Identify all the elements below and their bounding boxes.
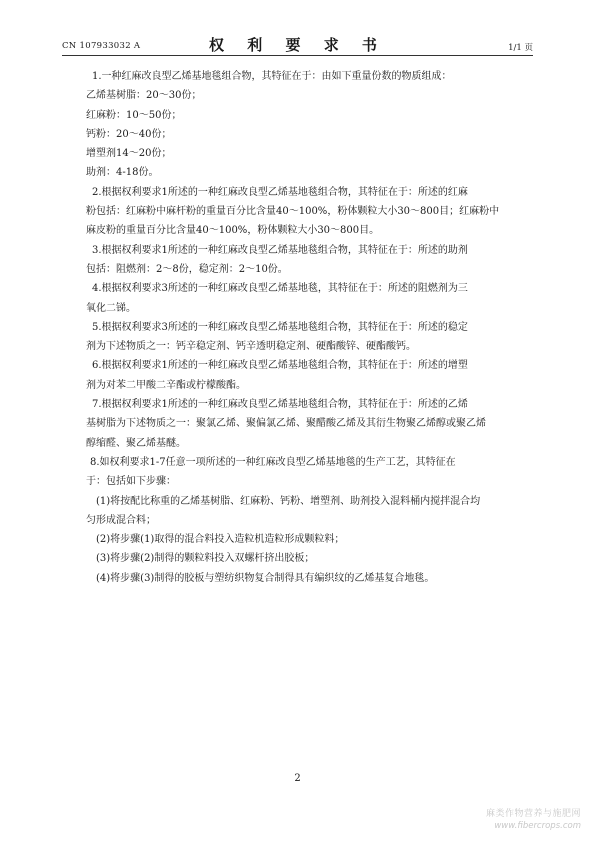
claim-8-step-1-line-1: (1)将按配比称重的乙烯基树脂、红麻粉、钙粉、增塑剂、助剂投入混料桶内搅拌混合均 — [96, 495, 481, 507]
claim-4-line-1: 4.根据权利要求3所述的一种红麻改良型乙烯基地毯，其特征在于：所述的阻燃剂为三 — [92, 283, 468, 295]
claim-1-line-1: 1.一种红麻改良型乙烯基地毯组合物，其特征在于：由如下重量份数的物质组成： — [92, 71, 452, 82]
claim-8-step-1-line-2: 匀形成混合料； — [86, 514, 156, 526]
claim-6-line-2: 剂为对苯二甲酸二辛酯或柠檬酸酯。 — [86, 379, 246, 391]
claim-7-line-3: 醇缩醛、聚乙烯基醚。 — [86, 437, 186, 449]
claim-8-line-1: 8.如权利要求1-7任意一项所述的一种红麻改良型乙烯基地毯的生产工艺，其特征在 — [90, 456, 456, 468]
claim-2-line-1: 2.根据权利要求1所述的一种红麻改良型乙烯基地毯组合物，其特征在于：所述的红麻 — [92, 186, 468, 198]
watermark-site-name: 麻类作物营养与施肥网 — [485, 809, 581, 819]
claim-8-step-4: (4)将步骤(3)制得的胶板与塑纺织物复合制得具有编织纹的乙烯基复合地毯。 — [96, 572, 435, 584]
claim-7-line-2: 基树脂为下述物质之一：聚氯乙烯、聚偏氯乙烯、聚醋酸乙烯及其衍生物聚乙烯醇或聚乙烯 — [86, 418, 486, 430]
claim-1-line-6: 助剂：4-18份。 — [86, 167, 159, 179]
page-indicator: 1/1 页 — [508, 43, 533, 53]
claim-1-line-5: 增塑剂14～20份； — [86, 148, 172, 160]
claim-4-line-2: 氧化二锑。 — [86, 302, 136, 314]
watermark — [486, 808, 581, 832]
header-rule — [62, 55, 533, 56]
claim-1-line-4: 钙粉：20～40份； — [86, 128, 172, 140]
patent-number: CN 107933032 A — [62, 41, 141, 51]
claim-8-step-2: (2)将步骤(1)取得的混合料投入造粒机造粒形成颗粒料； — [96, 534, 345, 546]
page-header — [62, 34, 533, 56]
claim-3-line-1: 3.根据权利要求1所述的一种红麻改良型乙烯基地毯组合物，其特征在于：所述的助剂 — [92, 244, 468, 256]
claim-3-line-2: 包括：阻燃剂：2～8份，稳定剂：2～10份。 — [86, 263, 288, 275]
claims-body — [86, 67, 526, 588]
document-title: 权 利 要 求 书 — [209, 36, 386, 54]
claim-6-line-1: 6.根据权利要求1所述的一种红麻改良型乙烯基地毯组合物，其特征在于：所述的增塑 — [92, 360, 468, 372]
claim-1-line-2: 乙烯基树脂：20～30份； — [86, 90, 202, 102]
page-number: 2 — [294, 773, 301, 784]
claim-8-step-3: (3)将步骤(2)制得的颗粒料投入双螺杆挤出胶板； — [96, 553, 315, 565]
claim-2-line-3: 麻皮粉的重量百分比含量40～100%，粉体颗粒大小30～800目。 — [86, 225, 380, 237]
claim-1-line-3: 红麻粉：10～50份； — [86, 109, 182, 121]
watermark-url: www.fibercrops.com — [494, 821, 581, 831]
claim-5-line-1: 5.根据权利要求3所述的一种红麻改良型乙烯基地毯组合物，其特征在于：所述的稳定 — [92, 321, 468, 333]
claim-7-line-1: 7.根据权利要求1所述的一种红麻改良型乙烯基地毯组合物，其特征在于：所述的乙烯 — [92, 399, 468, 411]
claim-2-line-2: 粉包括：红麻粉中麻杆粉的重量百分比含量40～100%，粉体颗粒大小30～800目；红麻粉中 — [86, 206, 500, 218]
claim-8-line-2: 于：包括如下步骤： — [86, 476, 176, 488]
claim-5-line-2: 剂为下述物质之一：钙辛稳定剂、钙辛透明稳定剂、硬酯酸锌、硬酯酸钙。 — [86, 341, 416, 353]
